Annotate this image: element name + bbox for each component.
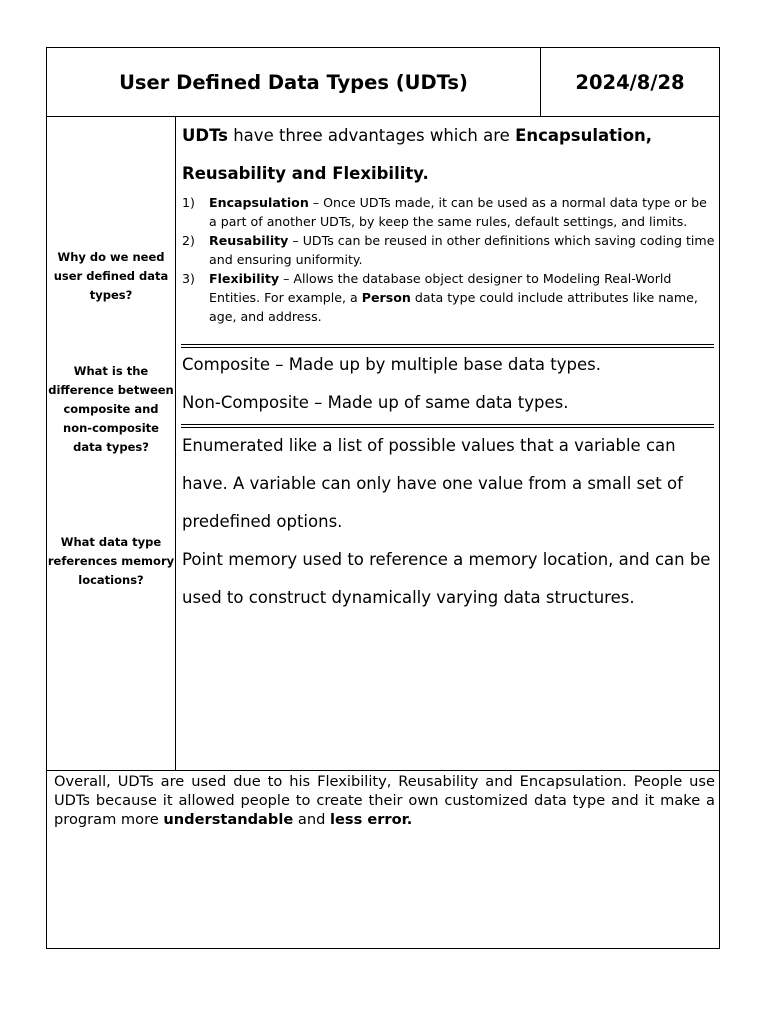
list-term: Reusability xyxy=(209,233,289,248)
list-text: data type could include attributes like name, age, and address. xyxy=(209,290,698,324)
summary-section xyxy=(47,770,719,949)
non-composite-text: Non-Composite – Made up of same data types. xyxy=(182,393,569,412)
answer-memory xyxy=(182,427,717,617)
list-number: 1) xyxy=(182,195,195,210)
composite-text: Composite – Made up by multiple base data types. xyxy=(182,355,601,374)
questions-column xyxy=(47,117,176,770)
intro-text: have three advantages which are xyxy=(227,126,516,145)
page-title: User Defined Data Types (UDTs) xyxy=(119,70,468,94)
intro-bold-reusability: Reusability and Flexibility. xyxy=(182,164,429,183)
list-number: 2) xyxy=(182,233,195,248)
list-text: – Once UDTs made, it can be used as a normal data type or be a part of another UDTs, by keep the same rules, default settings, and limits. xyxy=(209,195,707,229)
summary-paragraph xyxy=(54,772,715,829)
list-text: – Allows the database object designer to Modeling Real-World Entities. For example, a xyxy=(209,271,672,305)
list-item xyxy=(182,231,716,269)
answer-advantages-intro xyxy=(182,117,714,193)
enumerated-text: Enumerated like a list of possible values that a variable can have. A variable can only have one value from a small set of predefined options. xyxy=(182,436,683,531)
answers-column xyxy=(176,117,719,770)
list-bold-person: Person xyxy=(361,290,411,305)
answer-composite xyxy=(182,346,714,422)
date-cell: 2024/8/28 xyxy=(540,48,719,116)
list-item xyxy=(182,193,716,231)
summary-bold-understandable: understandable xyxy=(163,811,294,828)
advantages-list xyxy=(182,193,716,326)
intro-bold-encapsulation: Encapsulation, xyxy=(515,126,653,145)
header-row xyxy=(47,48,719,117)
list-term: Encapsulation xyxy=(209,195,309,210)
intro-line-1 xyxy=(182,117,714,155)
intro-bold-udts: UDTs xyxy=(182,126,228,145)
list-number: 3) xyxy=(182,271,195,286)
list-item xyxy=(182,269,716,326)
worksheet xyxy=(46,47,720,949)
list-term: Flexibility xyxy=(209,271,280,286)
summary-text: Overall, UDTs are used due to his Flexibility, Reusability and Encapsulation. People use UDTs because it allowed people to create their own customized data type and it make a program more xyxy=(54,773,715,828)
question-memory-reference: What data type references memory locations? xyxy=(47,535,175,587)
intro-line-2 xyxy=(182,155,714,193)
list-text: – UDTs can be reused in other definitions which saving coding time and ensuring uniformity. xyxy=(209,233,715,267)
pointer-text: Point memory used to reference a memory location, and can be used to construct dynamically varying data structures. xyxy=(182,550,711,607)
question-why-udt: Why do we need user defined data types? xyxy=(53,250,169,302)
question-composite-difference: What is the difference between composite and non-composite data types? xyxy=(48,364,174,454)
summary-bold-less-error: less error. xyxy=(329,811,413,828)
summary-text-and: and xyxy=(293,811,330,828)
